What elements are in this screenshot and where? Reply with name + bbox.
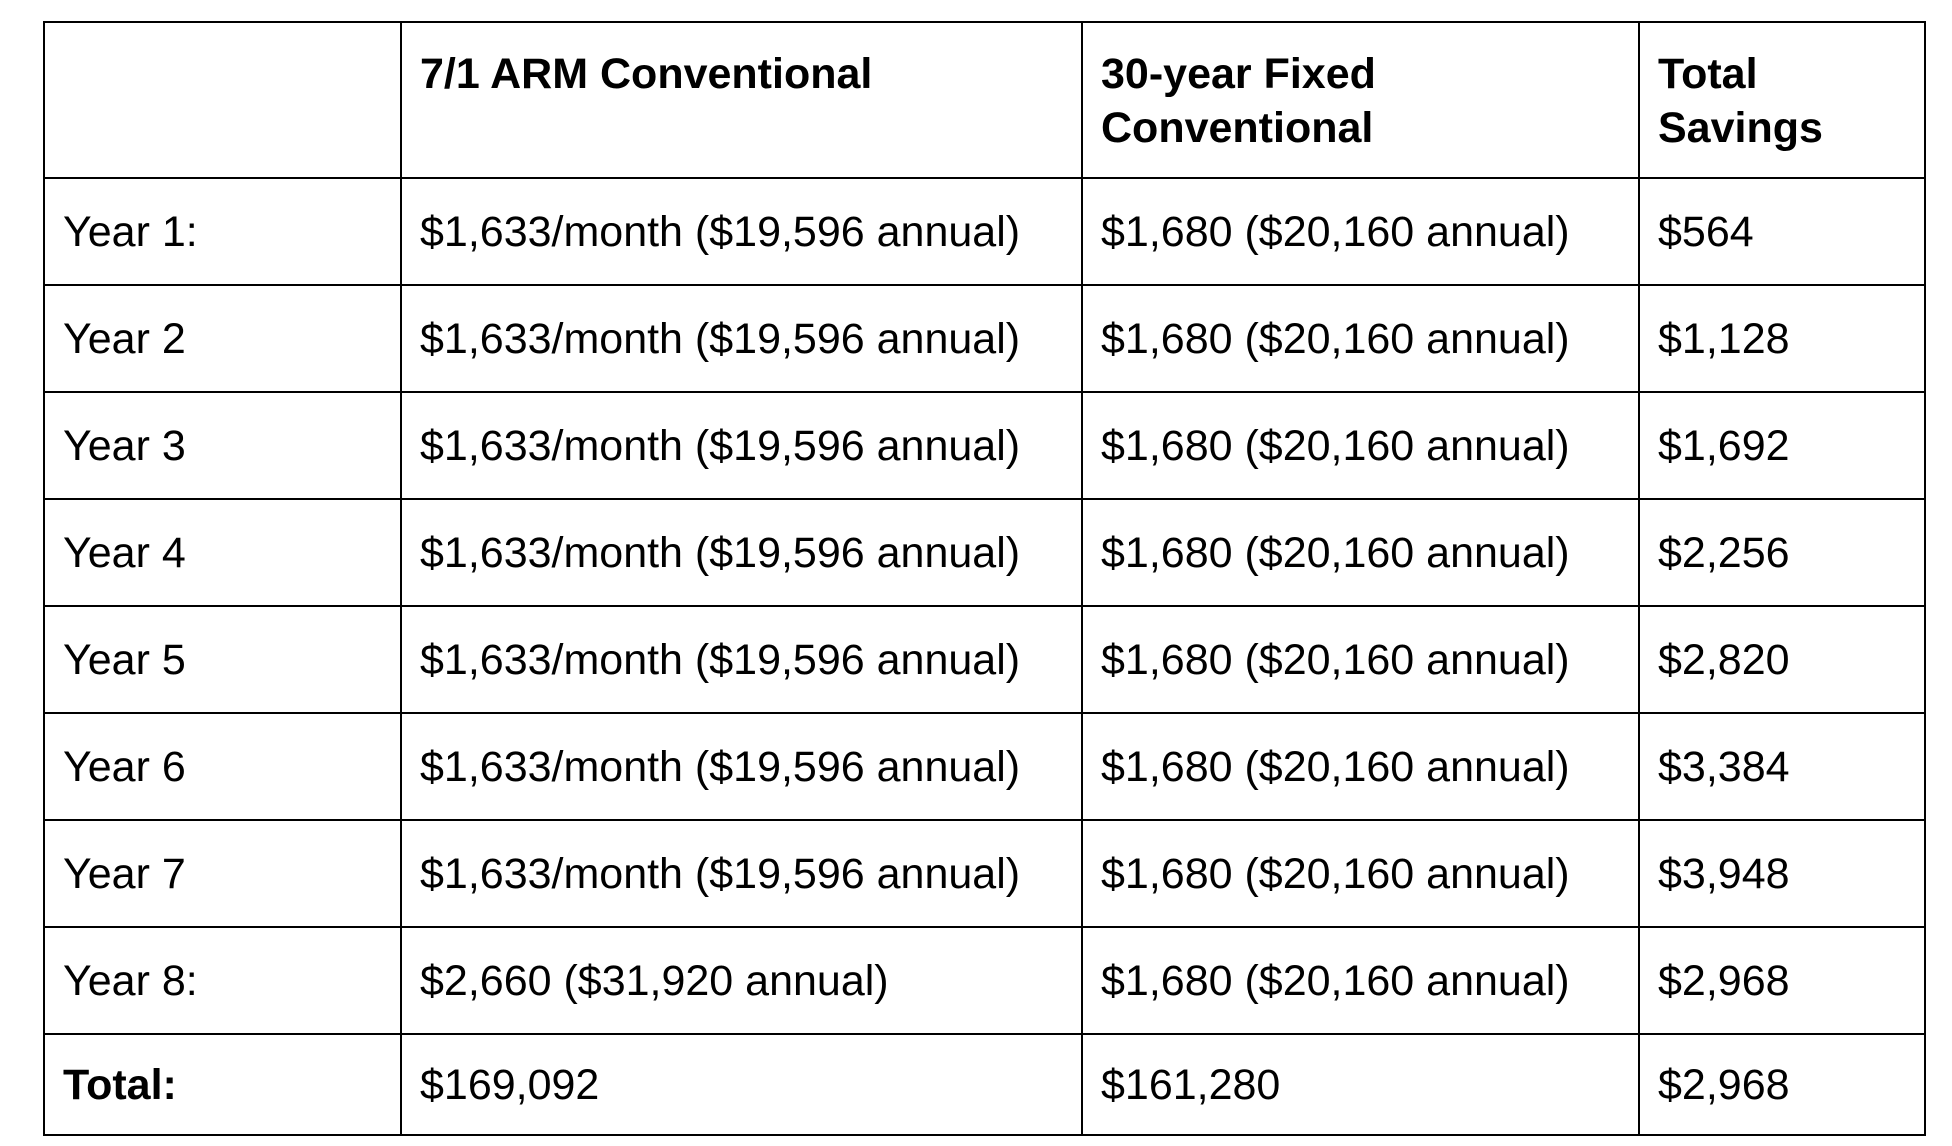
fixed-payment: $1,680 ($20,160 annual) <box>1082 927 1639 1034</box>
fixed-payment: $1,680 ($20,160 annual) <box>1082 285 1639 392</box>
total-fixed: $161,280 <box>1082 1034 1639 1135</box>
table-row <box>44 927 1925 1034</box>
year-label: Year 5 <box>44 606 401 713</box>
arm-payment: $1,633/month ($19,596 annual) <box>401 820 1082 927</box>
year-label: Year 2 <box>44 285 401 392</box>
total-savings: $2,968 <box>1639 1034 1925 1135</box>
year-label: Year 7 <box>44 820 401 927</box>
total-arm: $169,092 <box>401 1034 1082 1135</box>
year-label: Year 4 <box>44 499 401 606</box>
year-label: Year 1: <box>44 178 401 285</box>
header-empty-cell <box>44 22 401 178</box>
year-label: Year 8: <box>44 927 401 1034</box>
year-label: Year 6 <box>44 713 401 820</box>
header-30-year-fixed: 30-year Fixed Conventional <box>1082 22 1639 178</box>
table-row <box>44 392 1925 499</box>
table-header-row <box>44 22 1925 178</box>
savings-value: $3,948 <box>1639 820 1925 927</box>
savings-value: $1,128 <box>1639 285 1925 392</box>
arm-payment: $1,633/month ($19,596 annual) <box>401 392 1082 499</box>
total-label: Total: <box>44 1034 401 1135</box>
table-row <box>44 285 1925 392</box>
savings-value: $3,384 <box>1639 713 1925 820</box>
mortgage-comparison-table <box>43 21 1926 1136</box>
arm-payment: $1,633/month ($19,596 annual) <box>401 499 1082 606</box>
arm-payment: $1,633/month ($19,596 annual) <box>401 713 1082 820</box>
arm-payment: $2,660 ($31,920 annual) <box>401 927 1082 1034</box>
table-row <box>44 713 1925 820</box>
fixed-payment: $1,680 ($20,160 annual) <box>1082 499 1639 606</box>
fixed-payment: $1,680 ($20,160 annual) <box>1082 606 1639 713</box>
savings-value: $1,692 <box>1639 392 1925 499</box>
arm-payment: $1,633/month ($19,596 annual) <box>401 606 1082 713</box>
savings-value: $2,820 <box>1639 606 1925 713</box>
arm-payment: $1,633/month ($19,596 annual) <box>401 178 1082 285</box>
table-row <box>44 499 1925 606</box>
fixed-payment: $1,680 ($20,160 annual) <box>1082 713 1639 820</box>
fixed-payment: $1,680 ($20,160 annual) <box>1082 178 1639 285</box>
savings-value: $564 <box>1639 178 1925 285</box>
savings-value: $2,256 <box>1639 499 1925 606</box>
savings-value: $2,968 <box>1639 927 1925 1034</box>
fixed-payment: $1,680 ($20,160 annual) <box>1082 392 1639 499</box>
header-arm-conventional: 7/1 ARM Conventional <box>401 22 1082 178</box>
year-label: Year 3 <box>44 392 401 499</box>
total-row <box>44 1034 1925 1135</box>
fixed-payment: $1,680 ($20,160 annual) <box>1082 820 1639 927</box>
table-row <box>44 820 1925 927</box>
arm-payment: $1,633/month ($19,596 annual) <box>401 285 1082 392</box>
table-row <box>44 178 1925 285</box>
header-total-savings: Total Savings <box>1639 22 1925 178</box>
table-row <box>44 606 1925 713</box>
